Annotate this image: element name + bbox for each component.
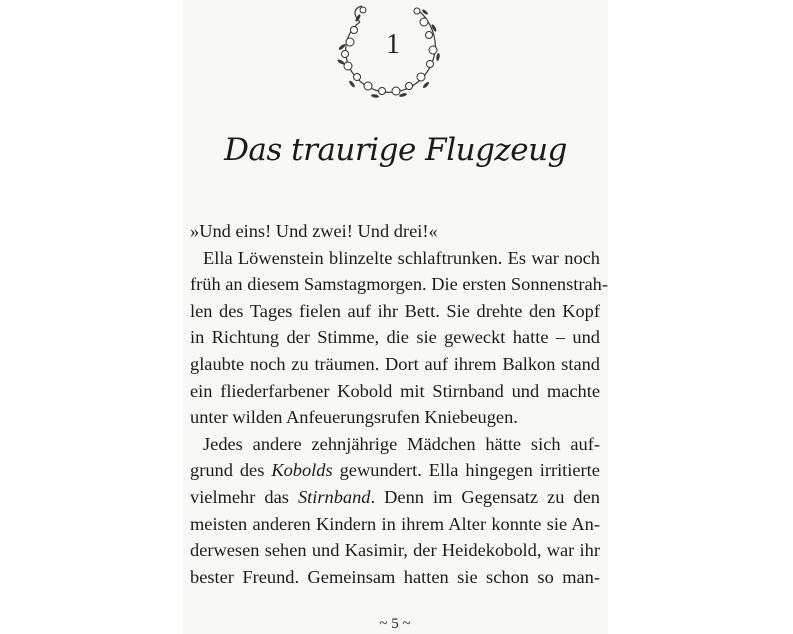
text-line: »Und eins! Und zwei! Und drei!« [190,221,438,241]
page-number: ~ 5 ~ [379,616,411,632]
text-line: unter wilden Anfeuerungsrufen Kniebeugen. [190,407,518,428]
text-line: Ella Löwenstein blinzelte schlaftrunken. Es war noch [203,247,600,268]
text-line: vielmehr das Stirnband. Denn im Gegensatz zu den [190,486,600,507]
chapter-number: 1 [386,29,400,60]
text-line: ein fliederfarbener Kobold mit Stirnband und machte [190,380,600,401]
text-line: grund des Kobolds gewundert. Ella hingegen irritierte [190,460,600,481]
text-line: glaubte noch zu träumen. Dort auf ihrem Balkon stand [190,353,600,374]
emphasis-stirnband: Stirnband [297,486,371,507]
chapter-title: Das traurige Flugzeug [224,132,567,168]
text-line: derwesen sehen und Kasimir, der Heidekobold, war ihr [190,540,600,561]
emphasis-kobolds: Kobolds [271,460,333,481]
body-text [190,218,608,590]
text-line: len des Tages fielen auf ihr Bett. Sie drehte den Kopf [190,300,600,321]
text-line: Jedes andere zehnjährige Mädchen hätte sich auf- [203,433,600,454]
text-line: früh an diesem Samstagmorgen. Die ersten Sonnenstrah- [190,274,608,295]
text-line: in Richtung der Stimme, die sie geweckt hatte – und [190,327,600,348]
text-line: meisten anderen Kindern in ihrem Alter konnte sie An- [190,513,600,534]
text-line: bester Freund. Gemeinsam hatten sie schon so man- [190,566,600,587]
